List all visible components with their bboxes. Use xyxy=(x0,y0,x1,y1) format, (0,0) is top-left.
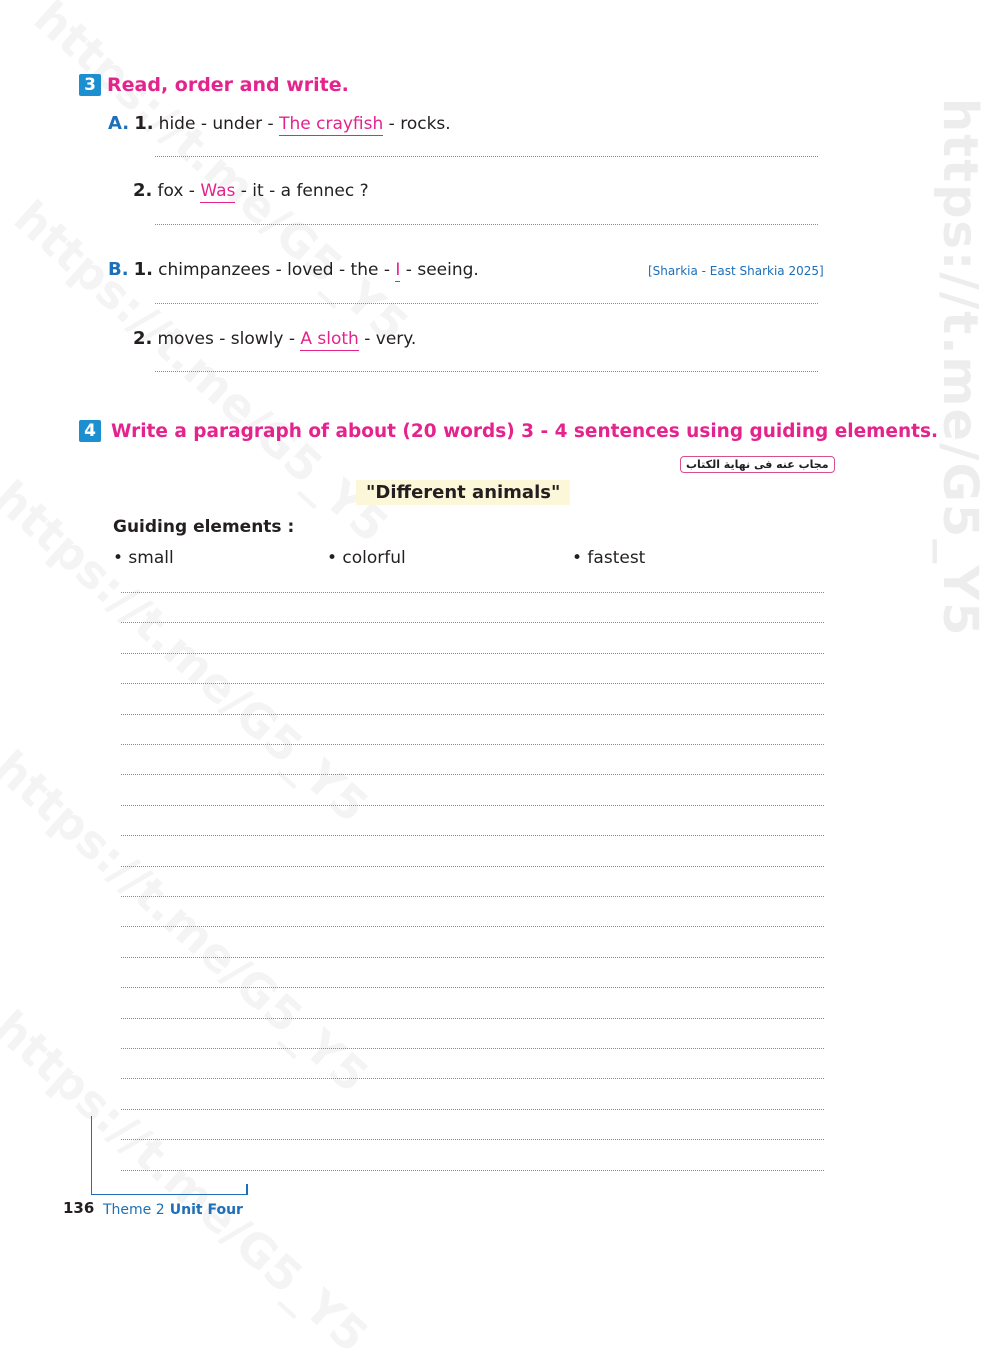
answer-line[interactable] xyxy=(155,371,818,372)
section-title: Write a paragraph of about (20 words) 3 - 4 sentences using guiding elements. xyxy=(111,420,939,442)
writing-line[interactable] xyxy=(121,1078,824,1079)
writing-line[interactable] xyxy=(121,622,824,623)
writing-line[interactable] xyxy=(121,926,824,927)
writing-line[interactable] xyxy=(121,805,824,806)
question-a1 xyxy=(108,113,451,134)
part-letter: A. xyxy=(108,113,130,134)
question-number: 1. xyxy=(133,259,154,280)
section-number-badge: 4 xyxy=(79,420,101,442)
guiding-element: • fastest xyxy=(572,548,646,568)
writing-line[interactable] xyxy=(121,774,824,775)
word-list: moves - slowly - A sloth - very. xyxy=(157,329,417,349)
question-b1 xyxy=(108,259,479,280)
capitalized-word: I xyxy=(395,260,401,280)
capitalized-word: Was xyxy=(200,181,236,201)
writing-line[interactable] xyxy=(121,1018,824,1019)
guiding-element: • colorful xyxy=(327,548,406,568)
writing-line[interactable] xyxy=(121,987,824,988)
unit-label: Unit Four xyxy=(169,1202,243,1218)
answer-line[interactable] xyxy=(155,224,818,225)
writing-line[interactable] xyxy=(121,653,824,654)
answer-line[interactable] xyxy=(155,156,818,157)
answer-note-badge: مجاب عنه فى نهاية الكتاب xyxy=(680,456,835,473)
writing-line[interactable] xyxy=(121,957,824,958)
word-list: chimpanzees - loved - the - I - seeing. xyxy=(158,260,479,280)
answer-line[interactable] xyxy=(155,303,818,304)
guiding-element: • small xyxy=(113,548,174,568)
question-a2 xyxy=(133,180,369,201)
watermark-vertical: https://t.me/G5_Y5 xyxy=(932,98,988,638)
section-4-heading xyxy=(79,420,938,442)
writing-line[interactable] xyxy=(121,592,824,593)
writing-line[interactable] xyxy=(121,896,824,897)
capitalized-word: A sloth xyxy=(300,329,359,349)
word-list: hide - under - The crayfish - rocks. xyxy=(158,114,451,134)
section-3-heading xyxy=(79,74,349,96)
writing-line[interactable] xyxy=(121,683,824,684)
section-title: Read, order and write. xyxy=(107,74,349,96)
page-number: 136 xyxy=(63,1199,95,1217)
source-tag: [Sharkia - East Sharkia 2025] xyxy=(648,264,824,278)
question-b2 xyxy=(133,328,416,349)
word-list: fox - Was - it - a fennec ? xyxy=(157,181,369,201)
theme-label: Theme 2 xyxy=(103,1202,165,1218)
footer-frame xyxy=(91,1116,248,1195)
footer-tick xyxy=(246,1184,248,1194)
capitalized-word: The crayfish xyxy=(279,114,384,134)
paragraph-topic: "Different animals" xyxy=(356,480,570,505)
question-number: 2. xyxy=(133,328,153,349)
question-number: 1. xyxy=(134,113,154,134)
writing-line[interactable] xyxy=(121,866,824,867)
part-letter: B. xyxy=(108,259,129,280)
writing-line[interactable] xyxy=(121,835,824,836)
footer-label xyxy=(103,1199,243,1218)
guiding-elements-title: Guiding elements : xyxy=(113,517,295,537)
writing-line[interactable] xyxy=(121,714,824,715)
section-number-badge: 3 xyxy=(79,74,101,96)
writing-line[interactable] xyxy=(121,1048,824,1049)
writing-line[interactable] xyxy=(121,744,824,745)
writing-line[interactable] xyxy=(121,1109,824,1110)
question-number: 2. xyxy=(133,180,153,201)
